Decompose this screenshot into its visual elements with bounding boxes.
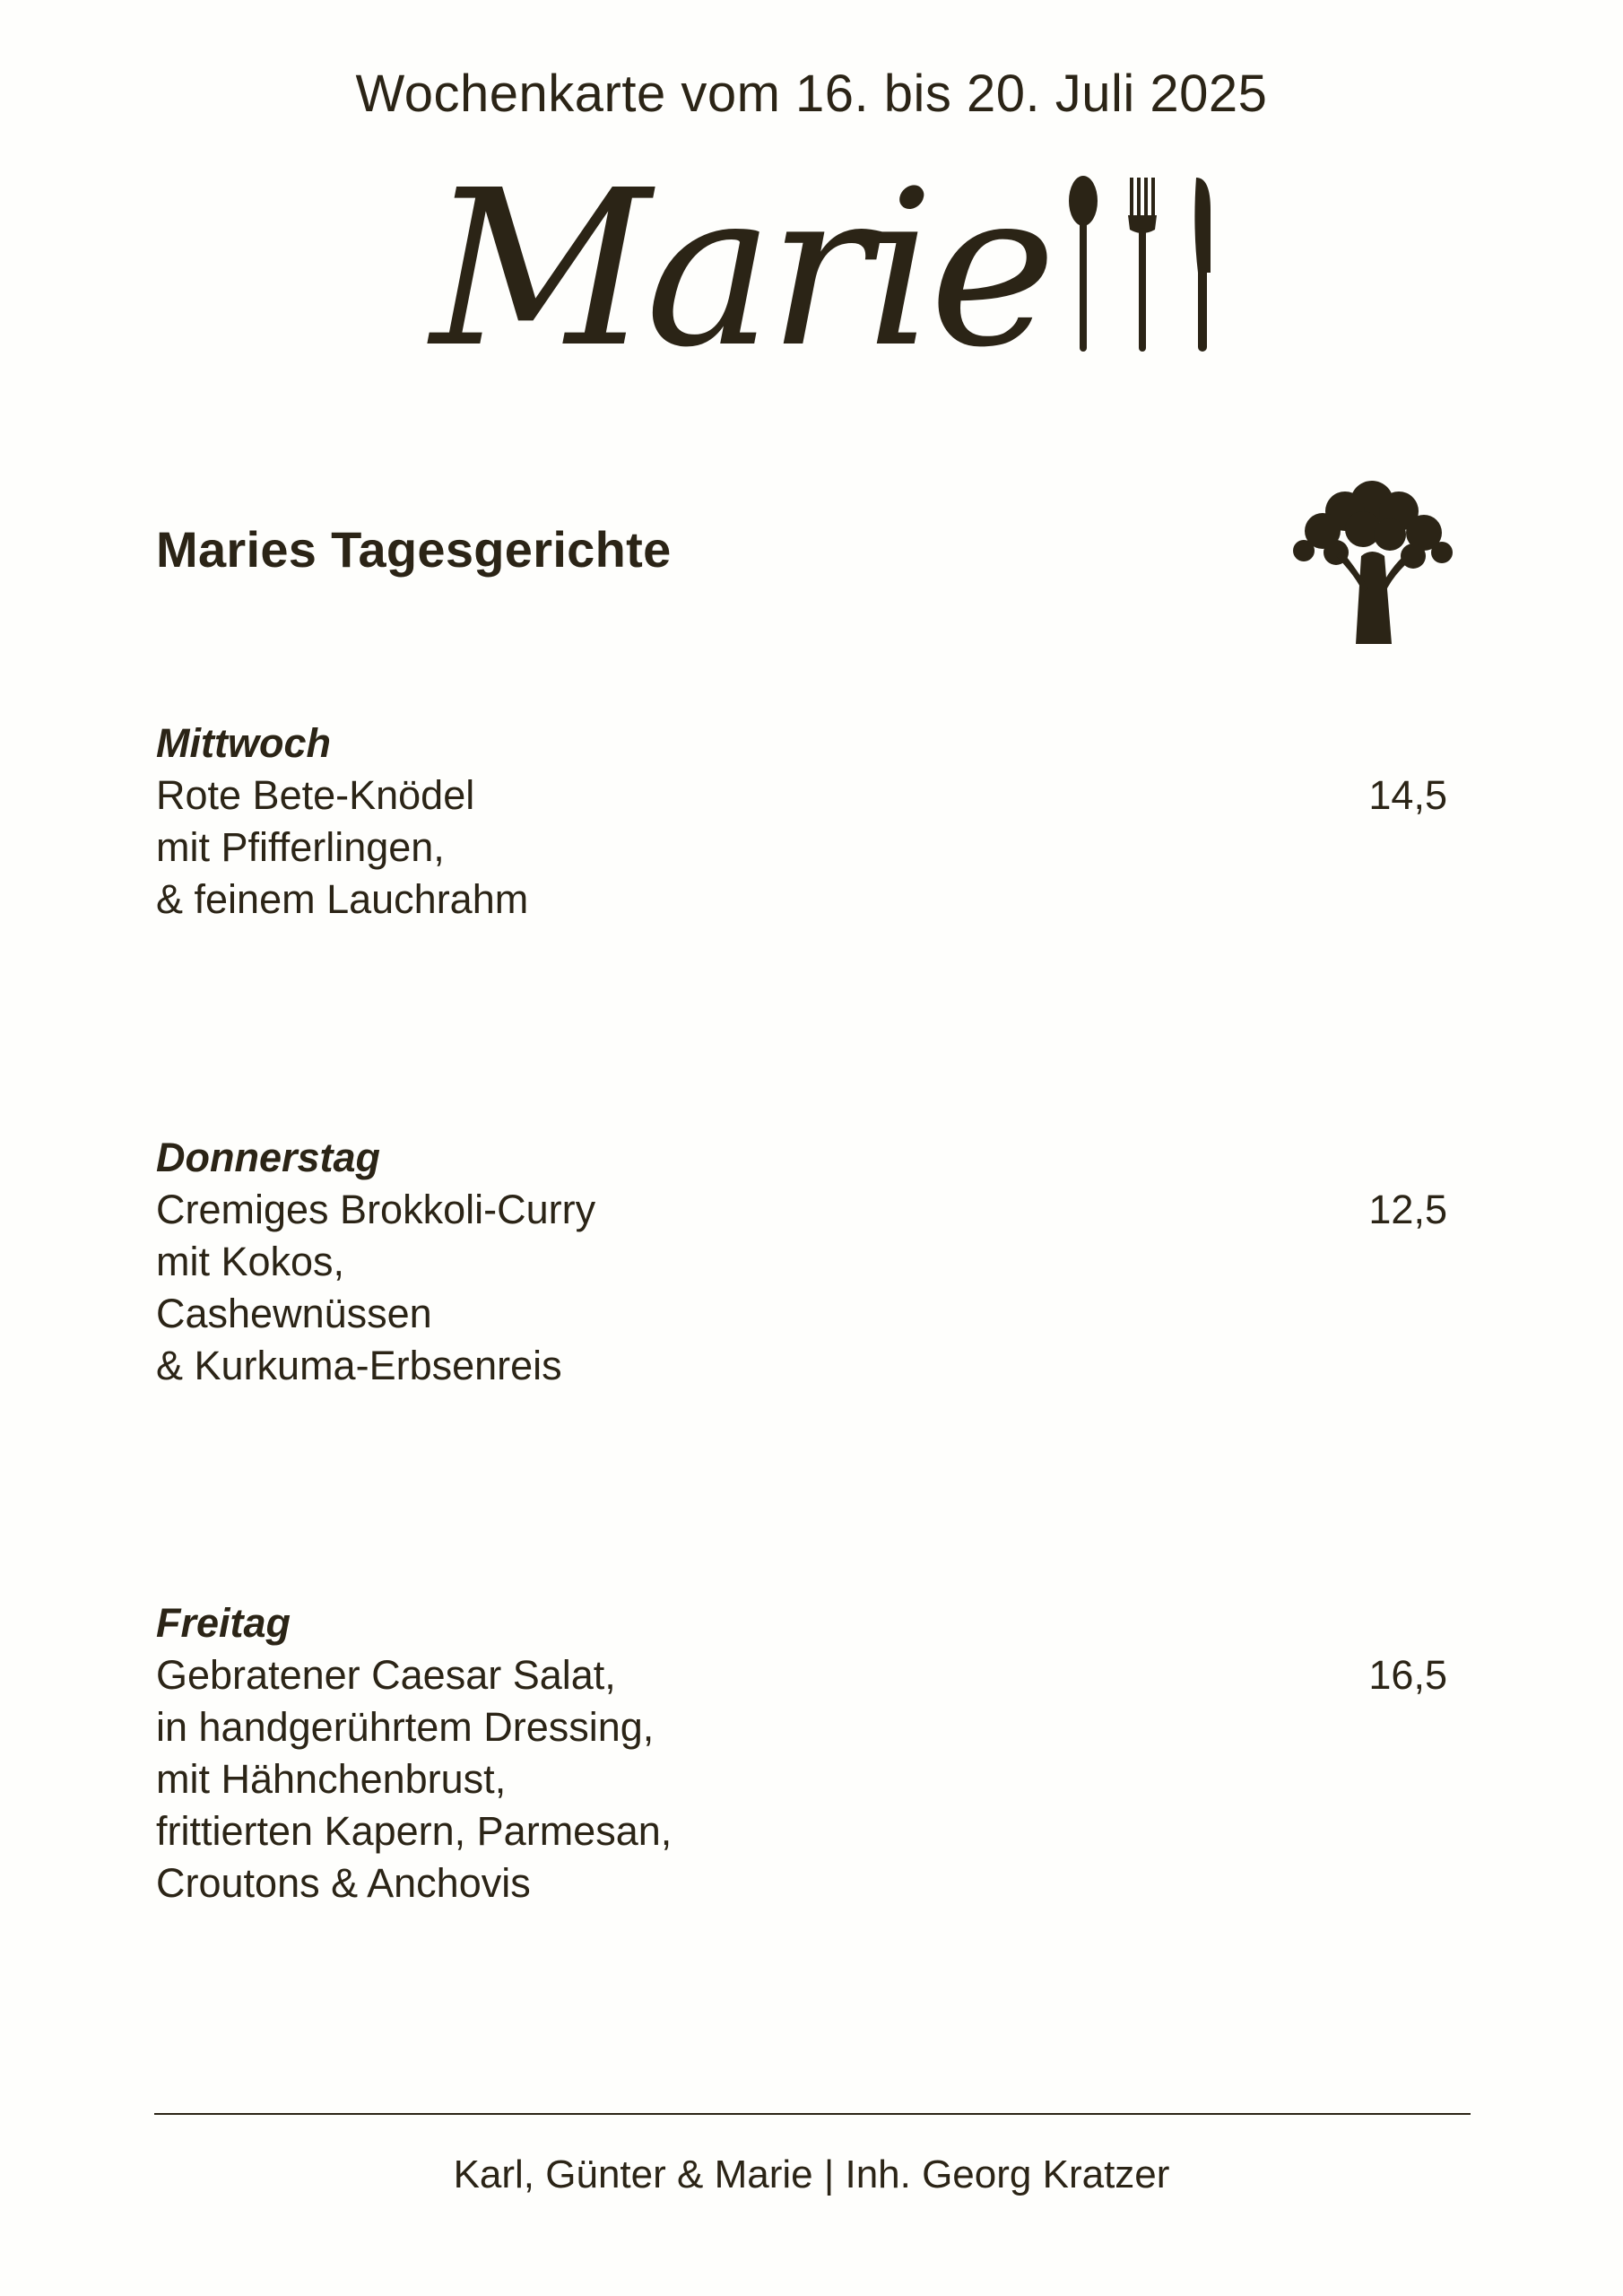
tree-icon [1282,475,1462,646]
dish-line: mit Hähnchenbrust, [156,1756,507,1802]
dish-day: Freitag [156,1600,291,1646]
dish-day: Donnerstag [156,1135,381,1180]
dish-price: 16,5 [1368,1652,1447,1698]
page-title: Wochenkarte vom 16. bis 20. Juli 2025 [355,65,1268,123]
dish-line: & feinem Lauchrahm [156,876,529,922]
dish-line: Cashewnüssen [156,1291,432,1336]
knife-icon [1194,178,1211,352]
logo-wordmark: Marie [430,144,1052,395]
footer-divider [154,2113,1471,2115]
dish-line: Gebratener Caesar Salat, [156,1652,616,1698]
footer-text: Karl, Günter & Marie | Inh. Georg Kratzer [453,2152,1170,2196]
dish-price: 14,5 [1368,772,1447,818]
dish-item-friday [156,1597,1447,1909]
marie-logo [421,144,1228,395]
dish-item-wednesday [156,718,1447,926]
spoon-icon [1069,176,1098,352]
dish-price: 12,5 [1368,1187,1447,1232]
dish-item-thursday [156,1132,1447,1392]
cutlery-icon-group [1067,174,1237,353]
dish-line: & Kurkuma-Erbsenreis [156,1343,562,1388]
dish-line: in handgerührtem Dressing, [156,1704,655,1750]
dish-day: Mittwoch [156,720,331,766]
fork-icon [1128,178,1157,352]
dish-description [156,1184,1447,1392]
dish-line: Cremiges Brokkoli-Curry [156,1187,596,1232]
dish-description [156,770,1447,926]
dish-description [156,1649,1447,1909]
dish-line: mit Kokos, [156,1239,345,1284]
dish-line: frittierten Kapern, Parmesan, [156,1808,673,1854]
section-heading: Maries Tagesgerichte [156,521,672,578]
dish-line: mit Pfifferlingen, [156,824,445,870]
dish-line: Rote Bete-Knödel [156,772,475,818]
dish-line: Croutons & Anchovis [156,1860,531,1906]
